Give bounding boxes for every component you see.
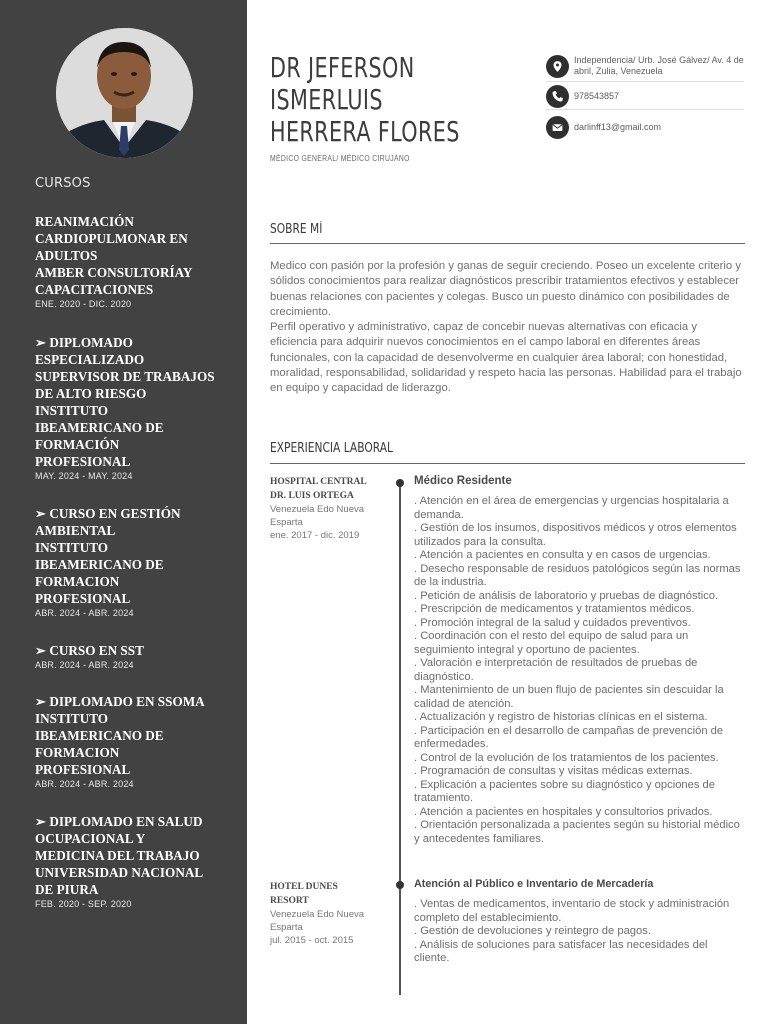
duty-item: . Atención a pacientes en hospitales y consultorios privados. (414, 805, 713, 818)
full-name (270, 52, 526, 148)
course-name: ➢ DIPLOMADO ESPECIALIZADO SUPERVISOR DE TRABAJOS DE ALTO RIESGO INSTITUTO IBEAMERICANO DE FORMACIÓN PROFESIONAL (35, 335, 215, 469)
duty-list (414, 495, 744, 846)
contact-text: 978543857 (574, 91, 620, 101)
name-line: ISMERLUIS (270, 83, 383, 116)
name-line: HERRERA FLORES (270, 115, 460, 148)
contact-text: darlinff13@gmail.com (574, 121, 662, 132)
duty-item: . Petición de análisis de laboratorio y pruebas de diagnóstico. (414, 589, 719, 602)
section-divider (270, 243, 745, 244)
job-entry (414, 475, 744, 846)
contact-address (546, 54, 744, 82)
course-name: REANIMACIÓN CARDIOPULMONAR EN ADULTOS AMBER CONSULTORÍAY CAPACITACIONES (35, 214, 193, 297)
name-line: DR JEFERSON (270, 51, 415, 84)
duty-item: . Valoración e interpretación de resultados de pruebas de diagnóstico. (414, 657, 698, 683)
course-name: ➢ CURSO EN GESTIÓN AMBIENTAL INSTITUTO IBEAMERICANO DE FORMACION PROFESIONAL (35, 506, 181, 606)
about-section-title: SOBRE MÍ (270, 222, 323, 237)
duty-item: . Prescripción de medicamentos y tratamientos médicos. (414, 603, 695, 615)
job-entry (414, 878, 744, 966)
duty-item: . Promoción integral de la salud y cuidados preventivos. (414, 616, 691, 629)
employer-info (270, 475, 380, 542)
profile-photo (56, 28, 193, 158)
duty-item: . Ventas de medicamentos, inventario de stock y administración completo del establecimiento. (414, 898, 730, 924)
duty-item: . Gestión de devoluciones y reintegro de pagos. (414, 925, 651, 937)
timeline-dot (396, 479, 404, 487)
course-name: ➢ DIPLOMADO EN SSOMA INSTITUTO IBEAMERICANO DE FORMACION PROFESIONAL (35, 694, 205, 777)
contact-phone (546, 84, 744, 110)
about-paragraph: Medico con pasión por la profesión y ganas de seguir creciendo. Poseo un excelente criterio y sólidos conocimientos para realizar diagnósticos prescribir tratamientos efectivos y establecer buenas relaciones con pacientes y colegas. Busco un puesto dinámico con posibilidades de crecimiento. (270, 260, 741, 318)
employer-location: Venezuela Edo Nueva Esparta (270, 504, 365, 528)
course-item (35, 693, 235, 789)
duty-item: . Coordinación con el resto del equipo de salud para un seguimiento integral y oportuno de pacientes. (414, 630, 689, 656)
course-date: ABR. 2024 - ABR. 2024 (35, 660, 134, 670)
course-name: ➢ DIPLOMADO EN SALUD OCUPACIONAL Y MEDICINA DEL TRABAJO UNIVERSIDAD NACIONAL DE PIURA (35, 814, 204, 897)
role-title: Médico Residente (414, 475, 512, 487)
duty-item: . Atención en el área de emergencias y urgencias hospitalaria a demanda. (414, 495, 729, 521)
email-icon (546, 116, 569, 139)
employer-name: HOSPITAL CENTRAL DR. LUIS ORTEGA (270, 477, 367, 501)
course-item (35, 642, 235, 670)
duty-item: . Desecho responsable de residuos patológicos según las normas de la industria. (414, 562, 741, 588)
course-date: MAY. 2024 - MAY. 2024 (35, 471, 133, 481)
experience-section-title: EXPERIENCIA LABORAL (270, 441, 393, 456)
course-date: FEB. 2020 - SEP. 2020 (35, 899, 132, 909)
duty-item: . Actualización y registro de historias clínicas en el sistema. (414, 711, 708, 723)
course-item (35, 813, 235, 909)
duty-item: . Control de la evolución de los tratamientos de los pacientes. (414, 751, 719, 764)
job-title: MÉDICO GENERAL/ MÉDICO CIRUJANO (270, 154, 410, 163)
duty-item: . Atención a pacientes en consulta y en casos de urgencias. (414, 549, 711, 561)
employment-dates: jul. 2015 - oct. 2015 (270, 935, 354, 946)
contact-email (546, 112, 744, 142)
employer-name: HOTEL DUNES RESORT (270, 882, 338, 906)
duty-list (414, 898, 744, 966)
location-pin-icon (546, 55, 569, 78)
course-item (35, 505, 235, 618)
role-title: Atención al Público e Inventario de Mercadería (414, 878, 654, 890)
duty-item: . Mantenimiento de un buen flujo de pacientes sin descuidar la calidad de atención. (414, 684, 724, 710)
course-date: ABR. 2024 - ABR. 2024 (35, 608, 134, 618)
course-date: ABR. 2024 - ABR. 2024 (35, 779, 134, 789)
timeline-dot (396, 881, 404, 889)
duty-item: . Gestión de los insumos, dispositivos médicos y otros elementos utilizados para la consulta. (414, 522, 737, 548)
about-text (270, 259, 745, 397)
duty-item: . Explicación a pacientes sobre su diagnóstico y opciones de tratamiento. (414, 778, 716, 804)
employer-location: Venezuela Edo Nueva Esparta (270, 909, 365, 933)
duty-item: . Orientación personalizada a pacientes según su historial médico y antecedentes familiares. (414, 819, 740, 845)
timeline-line (399, 480, 401, 995)
section-divider (270, 463, 745, 464)
about-paragraph: Perfil operativo y administrativo, capaz de concebir nuevas alternativas con eficacia y eficiencia para adquirir nuevos conocimientos en el campo laboral en diferentes áreas funcionales, con la capacidad de desenvolverme en cualquier área laboral; con honestidad, moralidad, responsabilidad, solidaridad y respeto hacia las personas. Habilidad para el trabajo en equipo y capacidad de liderazgo. (270, 321, 742, 395)
sidebar (0, 0, 247, 1024)
duty-item: . Análisis de soluciones para satisfacer las necesidades del cliente. (414, 938, 708, 964)
duty-item: . Programación de consultas y visitas médicas externas. (414, 765, 693, 777)
contact-text: Independencia/ Urb. José Gálvez/ Av. 4 de abril, Zulia, Venezuela (574, 55, 744, 76)
course-item (35, 213, 235, 309)
duty-item: . Participación en el desarrollo de campañas de prevención de enfermedades. (414, 724, 724, 750)
employment-dates: ene. 2017 - dic. 2019 (270, 530, 360, 541)
course-item (35, 334, 235, 481)
employer-info (270, 880, 380, 947)
contact-list (546, 54, 744, 142)
course-date: ENE. 2020 - DIC. 2020 (35, 299, 132, 309)
courses-section-title: CURSOS (35, 176, 91, 191)
phone-icon (546, 85, 569, 108)
course-name: ➢ CURSO EN SST (35, 643, 144, 658)
